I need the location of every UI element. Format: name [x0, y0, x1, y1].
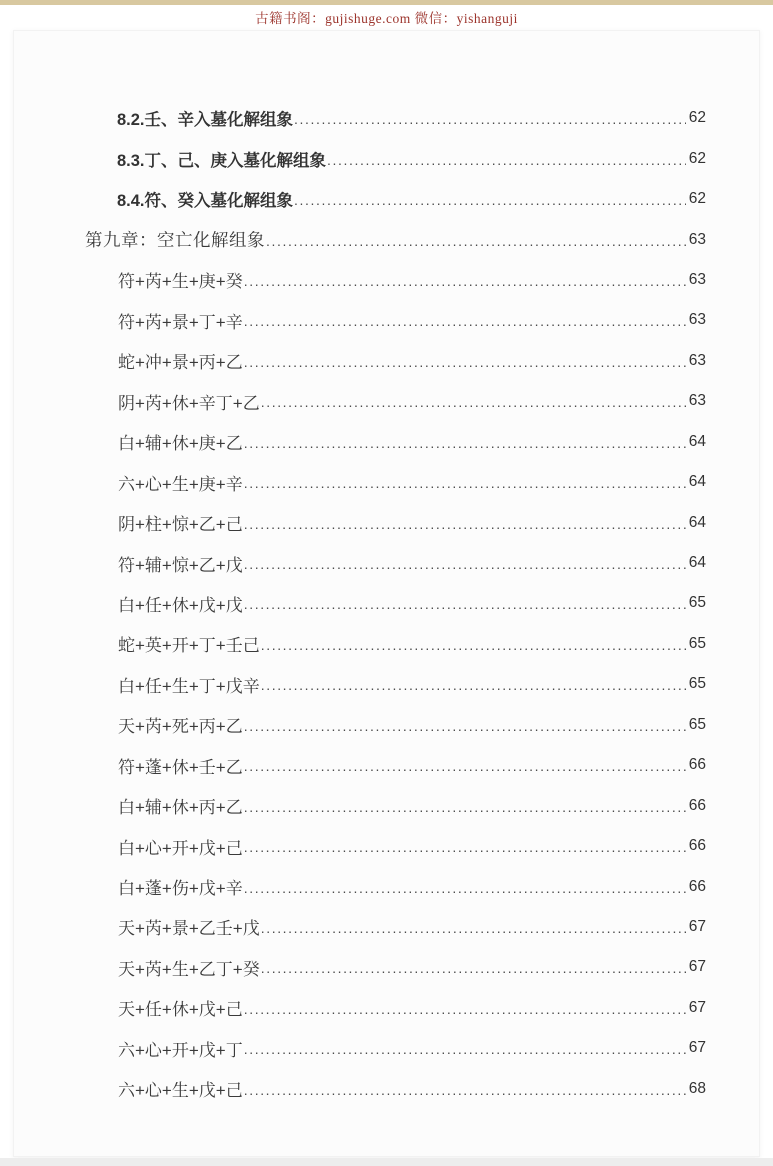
toc-entry-title: 8.3.丁、己、庚入墓化解组象	[117, 151, 327, 170]
document-page	[13, 30, 760, 1157]
toc-dot-leader	[244, 1001, 686, 1017]
page-bottom-edge	[0, 1158, 773, 1166]
toc-page-number: 67	[688, 917, 706, 935]
toc-entry	[14, 543, 759, 583]
toc-dot-leader	[244, 435, 686, 451]
toc-entry	[14, 664, 759, 704]
toc-entry	[14, 988, 759, 1028]
toc-entry-title: 天+任+休+戊+己	[118, 1000, 243, 1020]
toc-dot-leader	[244, 839, 686, 855]
toc-page-number: 66	[688, 796, 706, 814]
toc-dot-leader	[244, 880, 686, 896]
toc-entry	[14, 947, 759, 987]
toc-dot-leader	[327, 152, 686, 168]
toc-page-number: 65	[688, 715, 706, 733]
toc-dot-leader	[244, 273, 686, 289]
toc-entry	[14, 341, 759, 381]
toc-page-number: 66	[688, 837, 706, 855]
toc-entry-title: 白+任+休+戊+戊	[118, 595, 243, 615]
toc-dot-leader	[261, 960, 686, 976]
toc-dot-leader	[294, 111, 686, 127]
toc-entry	[14, 502, 759, 542]
toc-page-number: 62	[688, 149, 706, 167]
toc-dot-leader	[294, 192, 686, 208]
toc-dot-leader	[261, 920, 686, 936]
toc-entry-title: 白+心+开+戊+己	[118, 838, 243, 858]
toc-dot-leader	[244, 799, 686, 815]
toc-entry-title: 六+心+开+戊+丁	[118, 1040, 243, 1060]
toc-entry-title: 天+芮+死+丙+乙	[118, 717, 243, 737]
toc-dot-leader	[261, 677, 686, 693]
toc-entry	[14, 138, 759, 178]
toc-page-number: 67	[688, 998, 706, 1016]
toc-entry-title: 符+芮+生+庚+癸	[118, 272, 243, 292]
toc-page-number: 62	[688, 190, 706, 208]
toc-entry-title: 天+芮+景+乙壬+戊	[118, 919, 260, 939]
toc-entry	[14, 260, 759, 300]
toc-entry	[14, 219, 759, 259]
toc-page-number: 63	[688, 311, 706, 329]
toc-entry-title: 白+任+生+丁+戊辛	[118, 676, 260, 696]
toc-entry-title: 天+芮+生+乙丁+癸	[118, 959, 260, 979]
toc-page-number: 66	[688, 756, 706, 774]
toc-page-number: 67	[688, 1039, 706, 1057]
site-banner-strip	[0, 0, 773, 5]
toc-entry	[14, 300, 759, 340]
site-watermark-text: 古籍书阁：gujishuge.com 微信：yishanguji	[255, 11, 518, 26]
toc-entry	[14, 381, 759, 421]
toc-page-number: 63	[688, 351, 706, 369]
toc-dot-leader	[244, 556, 686, 572]
toc-page-number: 63	[688, 392, 706, 410]
toc-entry	[14, 866, 759, 906]
toc-entry-title: 白+蓬+伤+戊+辛	[118, 879, 243, 899]
toc-entry	[14, 583, 759, 623]
toc-page-number: 67	[688, 958, 706, 976]
toc-dot-leader	[244, 516, 686, 532]
toc-dot-leader	[244, 313, 686, 329]
toc-page-number: 64	[688, 473, 706, 491]
toc-entry-title: 白+辅+休+丙+乙	[118, 798, 243, 818]
toc-page-number: 68	[688, 1079, 706, 1097]
toc-entry-title: 白+辅+休+庚+乙	[118, 434, 243, 454]
toc-page-number: 63	[688, 230, 706, 248]
toc-dot-leader	[261, 394, 686, 410]
toc-entry-title: 符+芮+景+丁+辛	[118, 312, 243, 332]
toc-entry-title: 六+心+生+戊+己	[118, 1081, 243, 1101]
toc-entry-title: 符+辅+惊+乙+戊	[118, 555, 243, 575]
toc-entry	[14, 1069, 759, 1109]
toc-page-number: 64	[688, 513, 706, 531]
toc-entry	[14, 745, 759, 785]
toc-entry	[14, 624, 759, 664]
toc-entry	[14, 785, 759, 825]
toc-entry-title: 六+心+生+庚+辛	[118, 474, 243, 494]
toc-entry-title: 8.4.符、癸入墓化解组象	[117, 192, 294, 211]
toc-dot-leader	[244, 718, 686, 734]
toc-entry	[14, 1028, 759, 1068]
toc-entry-title: 8.2.壬、辛入墓化解组象	[117, 111, 294, 130]
toc-entry	[14, 462, 759, 502]
toc-dot-leader	[266, 233, 686, 249]
toc-dot-leader	[244, 354, 686, 370]
toc-dot-leader	[244, 1082, 686, 1098]
toc-entry-title: 阴+芮+休+辛丁+乙	[118, 393, 260, 413]
toc-dot-leader	[244, 1041, 686, 1057]
toc-dot-leader	[244, 758, 686, 774]
toc-page-number: 66	[688, 877, 706, 895]
toc-entry	[14, 98, 759, 138]
toc-page-number: 63	[688, 270, 706, 288]
toc-entry	[14, 422, 759, 462]
toc-page-number: 64	[688, 432, 706, 450]
toc-entry-title: 蛇+冲+景+丙+乙	[118, 353, 243, 373]
toc-dot-leader	[261, 637, 686, 653]
toc-page-number: 62	[688, 109, 706, 127]
toc-page-number: 65	[688, 634, 706, 652]
toc-page-number: 64	[688, 554, 706, 572]
toc-page-number: 65	[688, 675, 706, 693]
toc-entry-title: 阴+柱+惊+乙+己	[118, 515, 243, 535]
toc-entry-title: 符+蓬+休+壬+乙	[118, 757, 243, 777]
toc-entry	[14, 179, 759, 219]
toc-entry-title: 蛇+英+开+丁+壬己	[118, 636, 260, 656]
table-of-contents	[14, 98, 759, 1109]
toc-entry	[14, 705, 759, 745]
toc-page-number: 65	[688, 594, 706, 612]
toc-entry	[14, 826, 759, 866]
toc-entry-title: 第九章：空亡化解组象	[85, 230, 265, 251]
toc-dot-leader	[244, 596, 686, 612]
toc-dot-leader	[244, 475, 686, 491]
toc-entry	[14, 907, 759, 947]
